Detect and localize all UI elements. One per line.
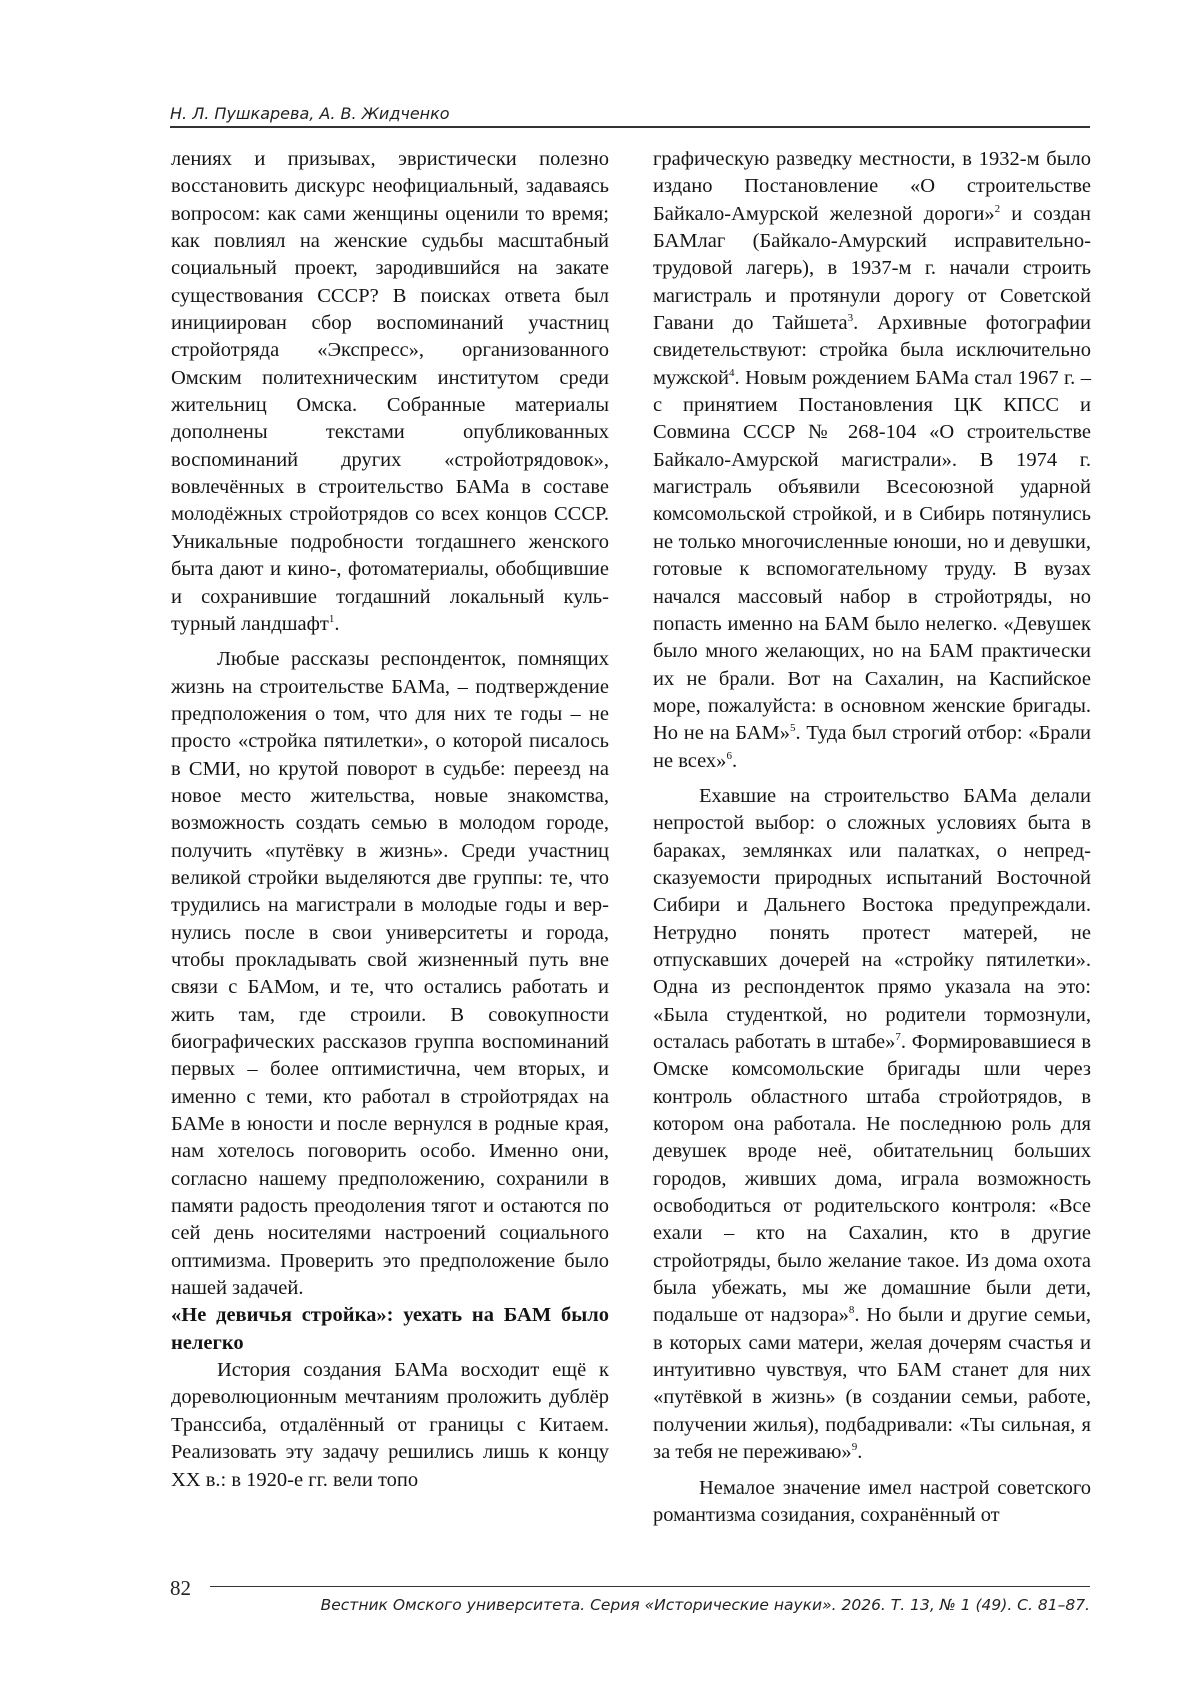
- footnote-ref-2[interactable]: 2: [994, 202, 1001, 215]
- left-paragraph-2: Любые рассказы респонденток, помнящих жизнь на строительстве БАМа, – подтверждение предположения о том, что для них те годы – не просто «стройка пятилетки», о которой писалось в СМИ, но крутой поворот в судьбе: переезд на новое место жительства, новые знакомства, возможность создать семью в молодом городе, получить «путёвку в жизнь». Среди участниц великой стройки выделяются две группы: те, что трудились на магистрали в молодые годы и вернулись после в свои университеты и города, чтобы прокладывать свой жизненный путь вне связи с БАМом, и те, что остались работать и жить там, где строили. В совокупности биографических рассказов группа воспоминаний первых – более оптимистична, чем вторых, и именно с теми, кто работал в стройотрядах на БАМе в юности и после вернулся в родные края, нам хотелось поговорить особо. Именно они, согласно нашему предположению, сохранили в памяти радость преодоления тягот и остаются по сей день носителями настроений социального оптимизма. Проверить это предположение было нашей задачей.: [171, 648, 609, 1300]
- right-p2-a: Ехавшие на строительство БАМа делали непростой выбор: о сложных условиях быта в бараках, землянках или палатках, о непредсказуемости природных испытаний Восточной Сибири и Дальнего Востока предупреждали. Нетрудно понять протест матерей, не отпускавших дочерей на «стройку пятилетки». Одна из респонденток прямо указала на это: «Была студенткой, но родители тормознули, осталась работать в штабе»: [653, 784, 1091, 1053]
- left-column: [171, 146, 609, 1494]
- right-paragraph-3: Немалое значение имел настрой советского романтизма созидания, сохранённый от: [653, 1476, 1091, 1526]
- footnote-ref-8[interactable]: 8: [848, 1304, 855, 1317]
- right-paragraph-1: [653, 146, 1091, 775]
- right-p2-b: . Формировавшиеся в Омске комсомольские бригады шли через контроль областного штаба стройотрядов, в котором она работала. Не последнюю роль для девушек вроде неё, обитательниц больших городов, живших дома, играла возможность освободиться от родительского контроля: «Все ехали – кто на Сахалин, кто в другие стройотряды, было желание такое. Из дома охота была убежать, мы же домашние были дети, подальше от надзора»: [653, 1031, 1092, 1327]
- page-number: 82: [170, 1576, 191, 1600]
- header-rule: [170, 126, 1090, 128]
- left-p1-text: лениях и призывах, эвристически полезно восстановить дискурс неофициальный, задаваясь вопросом: как сами женщины оценили то время; как повлиял на женские судьбы масштабный социальный проект, зародившийся на закате существования СССР? В поисках ответа был инициирован сбор воспоминаний участниц стройотряда «Экспресс», организованного Омским политехническим институтом среди жительниц Омска. Собранные материалы дополнены текстами опубликованных воспоминаний других «стройотрядовок», вовлечённых в строительство БАМа в составе молодёжных стройотрядов со всех концов СССР. Уникальные подробности тогдашнего женского быта дают и кино-, фотоматериалы, обобщившие и сохранившие тогдашний локальный культурный ландшафт: [171, 148, 609, 635]
- right-p1-c: . Архивные фотографии свидетельствуют: стройка была исключительно мужской: [653, 312, 1092, 389]
- footnote-ref-6[interactable]: 6: [726, 749, 732, 762]
- right-column: [653, 146, 1091, 1529]
- footnote-ref-1[interactable]: 1: [328, 613, 335, 626]
- footer-rule: [210, 1586, 1090, 1587]
- footnote-ref-3[interactable]: 3: [847, 312, 854, 325]
- right-p1-e: . Туда был строгий отбор: «Брали не всех»: [653, 722, 1091, 772]
- footnote-ref-5[interactable]: 5: [790, 722, 796, 735]
- right-p1-f: .: [731, 749, 738, 772]
- right-p1-b: и создан БАМлаг (Байкало-Амурский исправительно-трудовой лагерь), в 1937-м г. начали строить магистраль и протянули дорогу от Советской Гавани до Тайшета: [653, 202, 1091, 335]
- footnote-ref-9[interactable]: 9: [851, 1441, 858, 1454]
- left-p1-tail: .: [334, 612, 340, 635]
- right-p2-d: .: [857, 1441, 863, 1464]
- left-paragraph-1: [171, 146, 609, 638]
- right-p1-d: . Новым рождением БАМа стал 1967 г. – с принятием Постановления ЦК КПСС и Совмина СССР № 268-104 «О строительстве Байкало-Амурской магистрали». В 1974 г. магистраль объявили Всесоюзной ударной комсомольской стройкой, и в Сибирь потянулись не только многочисленные юноши, но и девушки, готовые к вспомогательному труду. В вузах начался массовый набор в стройотряды, но попасть именно на БАМ было нелегко. «Девушек было много желающих, но на БАМ практически их не брали. Вот на Сахалин, на Каспийское море, пожалуйста: в основном женские бригады. Но не на БАМ»: [653, 366, 1091, 745]
- section-heading: «Не девичья стройка»: уехать на БАМ было нелегко: [171, 1304, 609, 1354]
- right-paragraph-2: [653, 783, 1091, 1467]
- footnote-ref-7[interactable]: 7: [895, 1031, 901, 1044]
- right-p2-c: . Но были и другие семьи, в которых сами матери, желая дочерям счастья и интуитивно чувствуя, что БАМ станет для них «путёвкой в жизнь» (в создании семьи, работе, получении жилья), подбадривали: «Ты сильная, я за тебя не переживаю»: [653, 1304, 1091, 1464]
- right-p1-a: графическую разведку местности, в 1932-м было издано Постановление «О строительстве Байкало-Амурской железной дороги»: [653, 148, 1091, 225]
- journal-citation: Вестник Омского университета. Серия «Исторические науки». 2026. Т. 13, № 1 (49). С. 81–87.: [320, 1596, 1090, 1614]
- running-head-authors: Н. Л. Пушкарева, А. В. Жидченко: [170, 104, 450, 123]
- footnote-ref-4[interactable]: 4: [728, 366, 735, 379]
- left-paragraph-3: История создания БАМа восходит ещё к дореволюционным мечтаниям проложить дублёр Транссиба, отдалённый от границы с Китаем. Реализовать эту задачу решились лишь к концу XX в.: в 1920-е гг. вели топо: [171, 1359, 609, 1491]
